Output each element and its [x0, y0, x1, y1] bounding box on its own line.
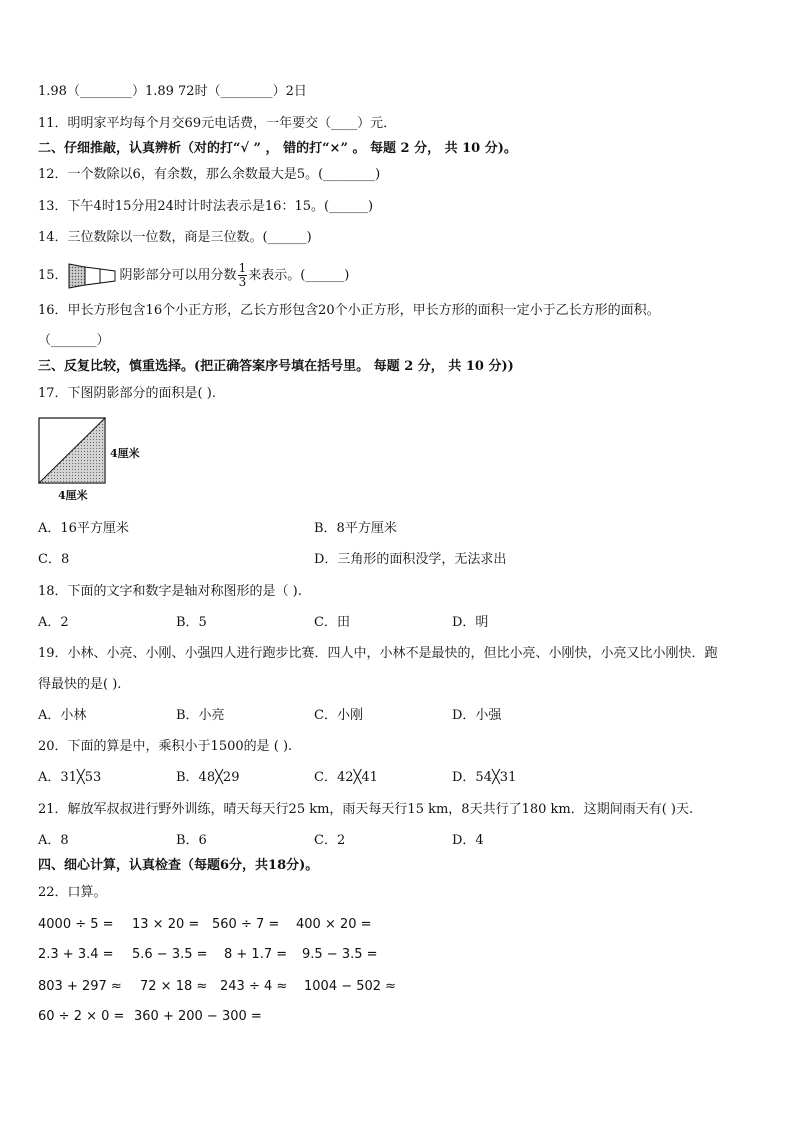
q19-option-d: D．小强	[452, 708, 502, 723]
question-16-answer: （_______）	[38, 333, 110, 348]
q17-option-a: A．16平方厘米	[38, 521, 129, 536]
q18-option-d: D．明	[452, 615, 489, 630]
calc-item: 1004 − 502 ≈	[304, 979, 397, 994]
question-16: 16．甲长方形包含16个小正方形，乙长方形包含20个小正方形，甲长方形的面积一定小于乙长方形的面积。	[38, 303, 660, 318]
question-14: 14．三位数除以一位数，商是三位数。(______)	[38, 230, 312, 245]
q18-option-a: A．2	[38, 615, 69, 630]
compare-line: 1.98（________）1.89 72时（________）2日	[38, 84, 307, 99]
question-19-line-1: 19．小林、小亮、小刚、小强四人进行跑步比赛．四人中，小林不是最快的，但比小亮、小刚快，小亮又比小刚快．跑	[38, 646, 718, 661]
fraction-one-third: $\frac{1}{3}$	[238, 261, 247, 289]
square-diagram	[38, 417, 108, 485]
q18-option-b: B．5	[176, 615, 207, 630]
calc-item: 72 × 18 ≈	[140, 979, 208, 994]
question-15-number: 15．	[38, 268, 68, 283]
question-11: 11．明明家平均每个月交69元电话费，一年要交（____）元．	[38, 116, 397, 131]
q17-option-b: B．8平方厘米	[314, 521, 397, 536]
calc-item: 803 + 297 ≈	[38, 979, 122, 994]
section-2-heading: 二、仔细推敲，认真辨析（对的打“√ ” ， 错的打“×” 。 每题 2 分， 共 10 分)。	[38, 141, 517, 156]
q17-option-d: D．三角形的面积没学，无法求出	[314, 552, 507, 567]
q20-option-b: B．48╳29	[176, 770, 240, 785]
question-22: 22．口算。	[38, 885, 107, 900]
question-20: 20．下面的算是中，乘积小于1500的是 ( ).	[38, 739, 293, 754]
calc-item: 400 × 20 =	[296, 917, 372, 932]
q17-option-c: C．8	[38, 552, 70, 567]
calc-item: 2.3 + 3.4 =	[38, 947, 114, 962]
q21-option-c: C．2	[314, 833, 346, 848]
q20-option-c: C．42╳41	[314, 770, 378, 785]
square-triangle-figure	[38, 417, 140, 502]
label-right-side: 4厘米	[110, 447, 140, 460]
calc-item: 4000 ÷ 5 =	[38, 917, 114, 932]
calc-item: 560 ÷ 7 =	[212, 917, 280, 932]
q20-option-d: D．54╳31	[452, 770, 517, 785]
question-13: 13．下午4时15分用24时计时法表示是16：15。(______)	[38, 199, 374, 214]
section-4-heading: 四、细心计算，认真检查（每题6分，共18分)。	[38, 858, 319, 873]
calc-item: 5.6 − 3.5 =	[132, 947, 208, 962]
q19-option-b: B．小亮	[176, 708, 225, 723]
q19-option-c: C．小刚	[314, 708, 363, 723]
calc-item: 8 + 1.7 =	[224, 947, 288, 962]
calc-item: 13 × 20 =	[132, 917, 200, 932]
calc-item: 360 + 200 − 300 =	[134, 1009, 262, 1024]
q21-option-b: B．6	[176, 833, 207, 848]
shaded-trapezoid-icon	[68, 263, 116, 289]
question-15	[38, 262, 349, 289]
question-17: 17．下图阴影部分的面积是( ).	[38, 386, 216, 401]
q21-option-a: A．8	[38, 833, 69, 848]
calc-item: 243 ÷ 4 ≈	[220, 979, 288, 994]
question-15-suffix: 来表示。(______)	[248, 268, 350, 283]
question-18: 18．下面的文字和数字是轴对称图形的是（ ).	[38, 584, 302, 599]
q19-option-a: A．小林	[38, 708, 87, 723]
question-19-line-2: 得最快的是( ).	[38, 677, 122, 692]
q21-option-d: D．4	[452, 833, 484, 848]
question-21: 21．解放军叔叔进行野外训练，晴天每天行25 km，雨天每天行15 km，8天共行了180 km．这期间雨天有( )天.	[38, 802, 694, 817]
question-15-text: 阴影部分可以用分数	[119, 268, 237, 283]
section-3-heading: 三、反复比较，慎重选择。(把正确答案序号填在括号里。 每题 2 分， 共 10 分))	[38, 359, 514, 374]
calc-item: 60 ÷ 2 × 0 =	[38, 1009, 125, 1024]
calc-item: 9.5 − 3.5 =	[302, 947, 378, 962]
question-12: 12．一个数除以6，有余数，那么余数最大是5。(________)	[38, 167, 381, 182]
q20-option-a: A．31╳53	[38, 770, 102, 785]
q18-option-c: C．田	[314, 615, 350, 630]
label-bottom-side: 4厘米	[58, 489, 88, 502]
